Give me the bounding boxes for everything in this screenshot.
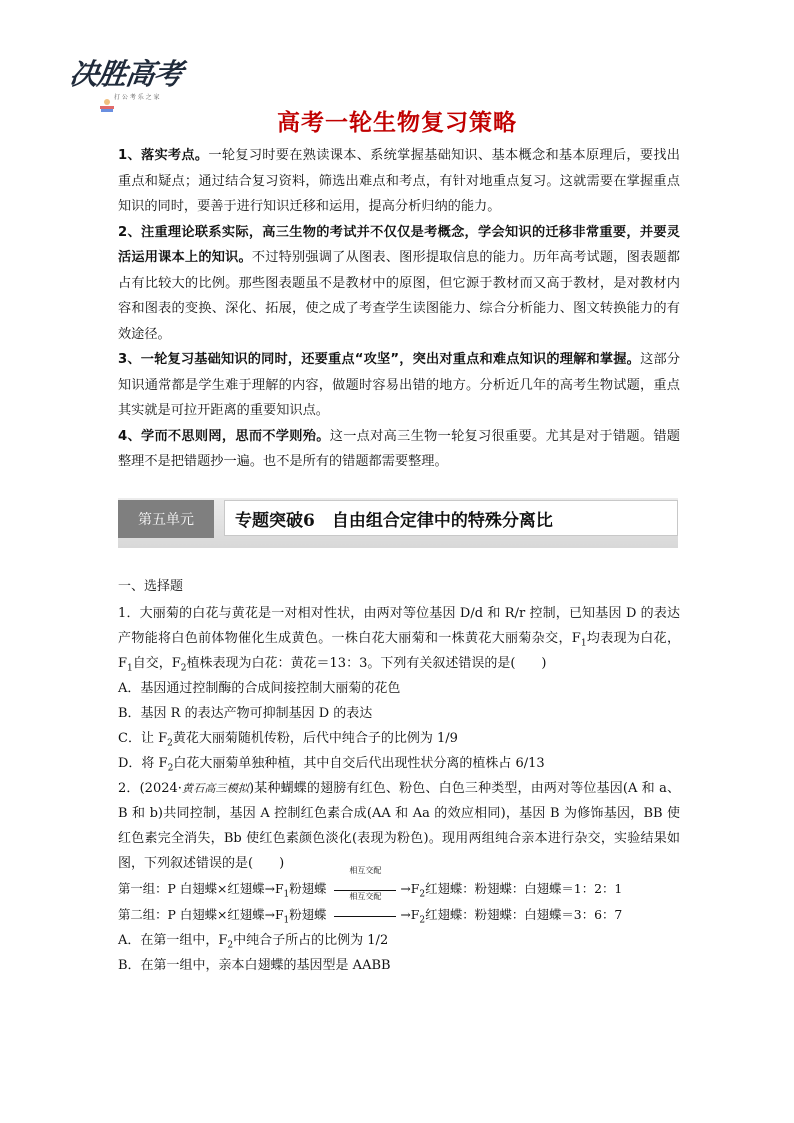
topic-title: 专题突破6 自由组合定律中的特殊分离比 bbox=[224, 500, 678, 536]
question-2-stem: 2．(2024·黄石高三模拟)某种蝴蝶的翅膀有红色、粉色、白色三种类型，由两对等位基因(A 和 a、B 和 b)共同控制，基因 A 控制红色素合成(AA 和 Aa 的效应相同)，基因 B 为修饰基因，BB 使红色素完全消失，Bb 使红色素颜色淡化(表现为粉色)。现用两组纯合亲本进行杂交，实验结果如图，下列叙述错误的是( ) bbox=[118, 781, 680, 871]
cross-arrow: 相互交配 bbox=[330, 903, 400, 928]
strategy-item-2 bbox=[118, 220, 680, 348]
question-2-option-b: B．在第一组中，亲本白翅蝶的基因型是 AABB bbox=[118, 958, 391, 973]
cross-group-1: 第一组：P 白翅蝶×红翅蝶$\to F_1$粉翅蝶 相互交配 $\to F_2$红翅蝶：粉翅蝶：白翅蝶＝1：2：1 bbox=[118, 876, 680, 902]
strategy-text: 一轮复习时要在熟读课本、系统掌握基础知识、基本概念和基本原理后，要找出重点和疑点；通过结合复习资料，筛选出难点和考点，有针对地重点复习。这就需要在掌握重点知识的同时，要善于进行知识迁移和运用，提高分析归纳的能力。 bbox=[118, 148, 680, 214]
strategy-item-1 bbox=[118, 143, 680, 220]
strategy-item-4 bbox=[118, 424, 680, 475]
cross-group-2: 第二组：P 白翅蝶×红翅蝶$\to F_1$粉翅蝶 相互交配 $\to F_2$红翅蝶：粉翅蝶：白翅蝶＝3：6：7 bbox=[118, 902, 680, 928]
document-title: 高考一轮生物复习策略 bbox=[277, 110, 517, 136]
question-2-option-a: A．在第一组中，$F_2$中纯合子所占的比例为 1/2 bbox=[118, 933, 389, 951]
questions-section bbox=[118, 574, 680, 978]
strategy-lead: 1、落实考点。 bbox=[118, 148, 209, 163]
question-1-option-a: A．基因通过控制酶的合成间接控制大丽菊的花色 bbox=[118, 681, 401, 696]
strategy-lead: 3、一轮复习基础知识的同时，还要重点“攻坚”，突出对重点和难点知识的理解和掌握。 bbox=[118, 352, 641, 367]
unit-tag: 第五单元 bbox=[118, 500, 214, 538]
strategy-text: 不过特别强调了从图表、图形提取信息的能力。历年高考试题，图表题都占有比较大的比例。那些图表题虽不是教材中的原图，但它源于教材而又高于教材，是对教材内容和图表的变换、深化、拓展，使之成了考查学生读图能力、综合分析能力、图文转换能力的有效途径。 bbox=[118, 250, 680, 342]
strategy-text: 这一点对高三生物一轮复习很重要。尤其是对于错题。错题整理不是把错题抄一遍。也不是所有的错题都需要整理。 bbox=[118, 428, 680, 469]
strategy-section bbox=[118, 143, 680, 475]
logo-subtext: 打 公 考 乐 之 家 bbox=[114, 94, 160, 101]
question-source: 黄石高三模拟 bbox=[181, 782, 250, 795]
logo-text: 决胜高考 bbox=[67, 57, 185, 91]
question-1-option-c: C．让 $F_2$黄花大丽菊随机传粉，后代中纯合子的比例为 1/9 bbox=[118, 731, 458, 749]
question-1-option-d: D．将 $F_2$白花大丽菊单独种植，其中自交后代出现性状分离的植株占 6/13 bbox=[118, 756, 545, 774]
question-1-stem: 1．大丽菊的白花与黄花是一对相对性状，由两对等位基因 D/d 和 R/r 控制，已知基因 D 的表达产物能将白色前体物催化生成黄色。一株白花大丽菊和一株黄花大丽菊杂交，$F_1$均表现为白花，$F_1$自交，$F_2$植株表现为白花：黄花＝13：3。下列有关叙述错误的是( ) bbox=[118, 606, 680, 674]
section-heading: 一、选择题 bbox=[118, 579, 184, 594]
strategy-lead: 4、学而不思则罔，思而不学则殆。 bbox=[118, 428, 330, 444]
cross-arrow: 相互交配 bbox=[330, 877, 400, 902]
strategy-item-3 bbox=[118, 347, 680, 424]
strategy-lead: 2、注重理论联系实际，高三生物的考试并不仅仅是考概念，学会知识的迁移非常重要，并要灵活运用课本上的知识。 bbox=[118, 224, 680, 265]
unit-banner bbox=[118, 492, 678, 550]
question-1-option-b: B．基因 R 的表达产物可抑制基因 D 的表达 bbox=[118, 706, 373, 721]
strategy-text: 这部分知识通常都是学生难于理解的内容，做题时容易出错的地方。分析近几年的高考生物试题，重点其实就是可拉开距离的重要知识点。 bbox=[118, 352, 681, 418]
